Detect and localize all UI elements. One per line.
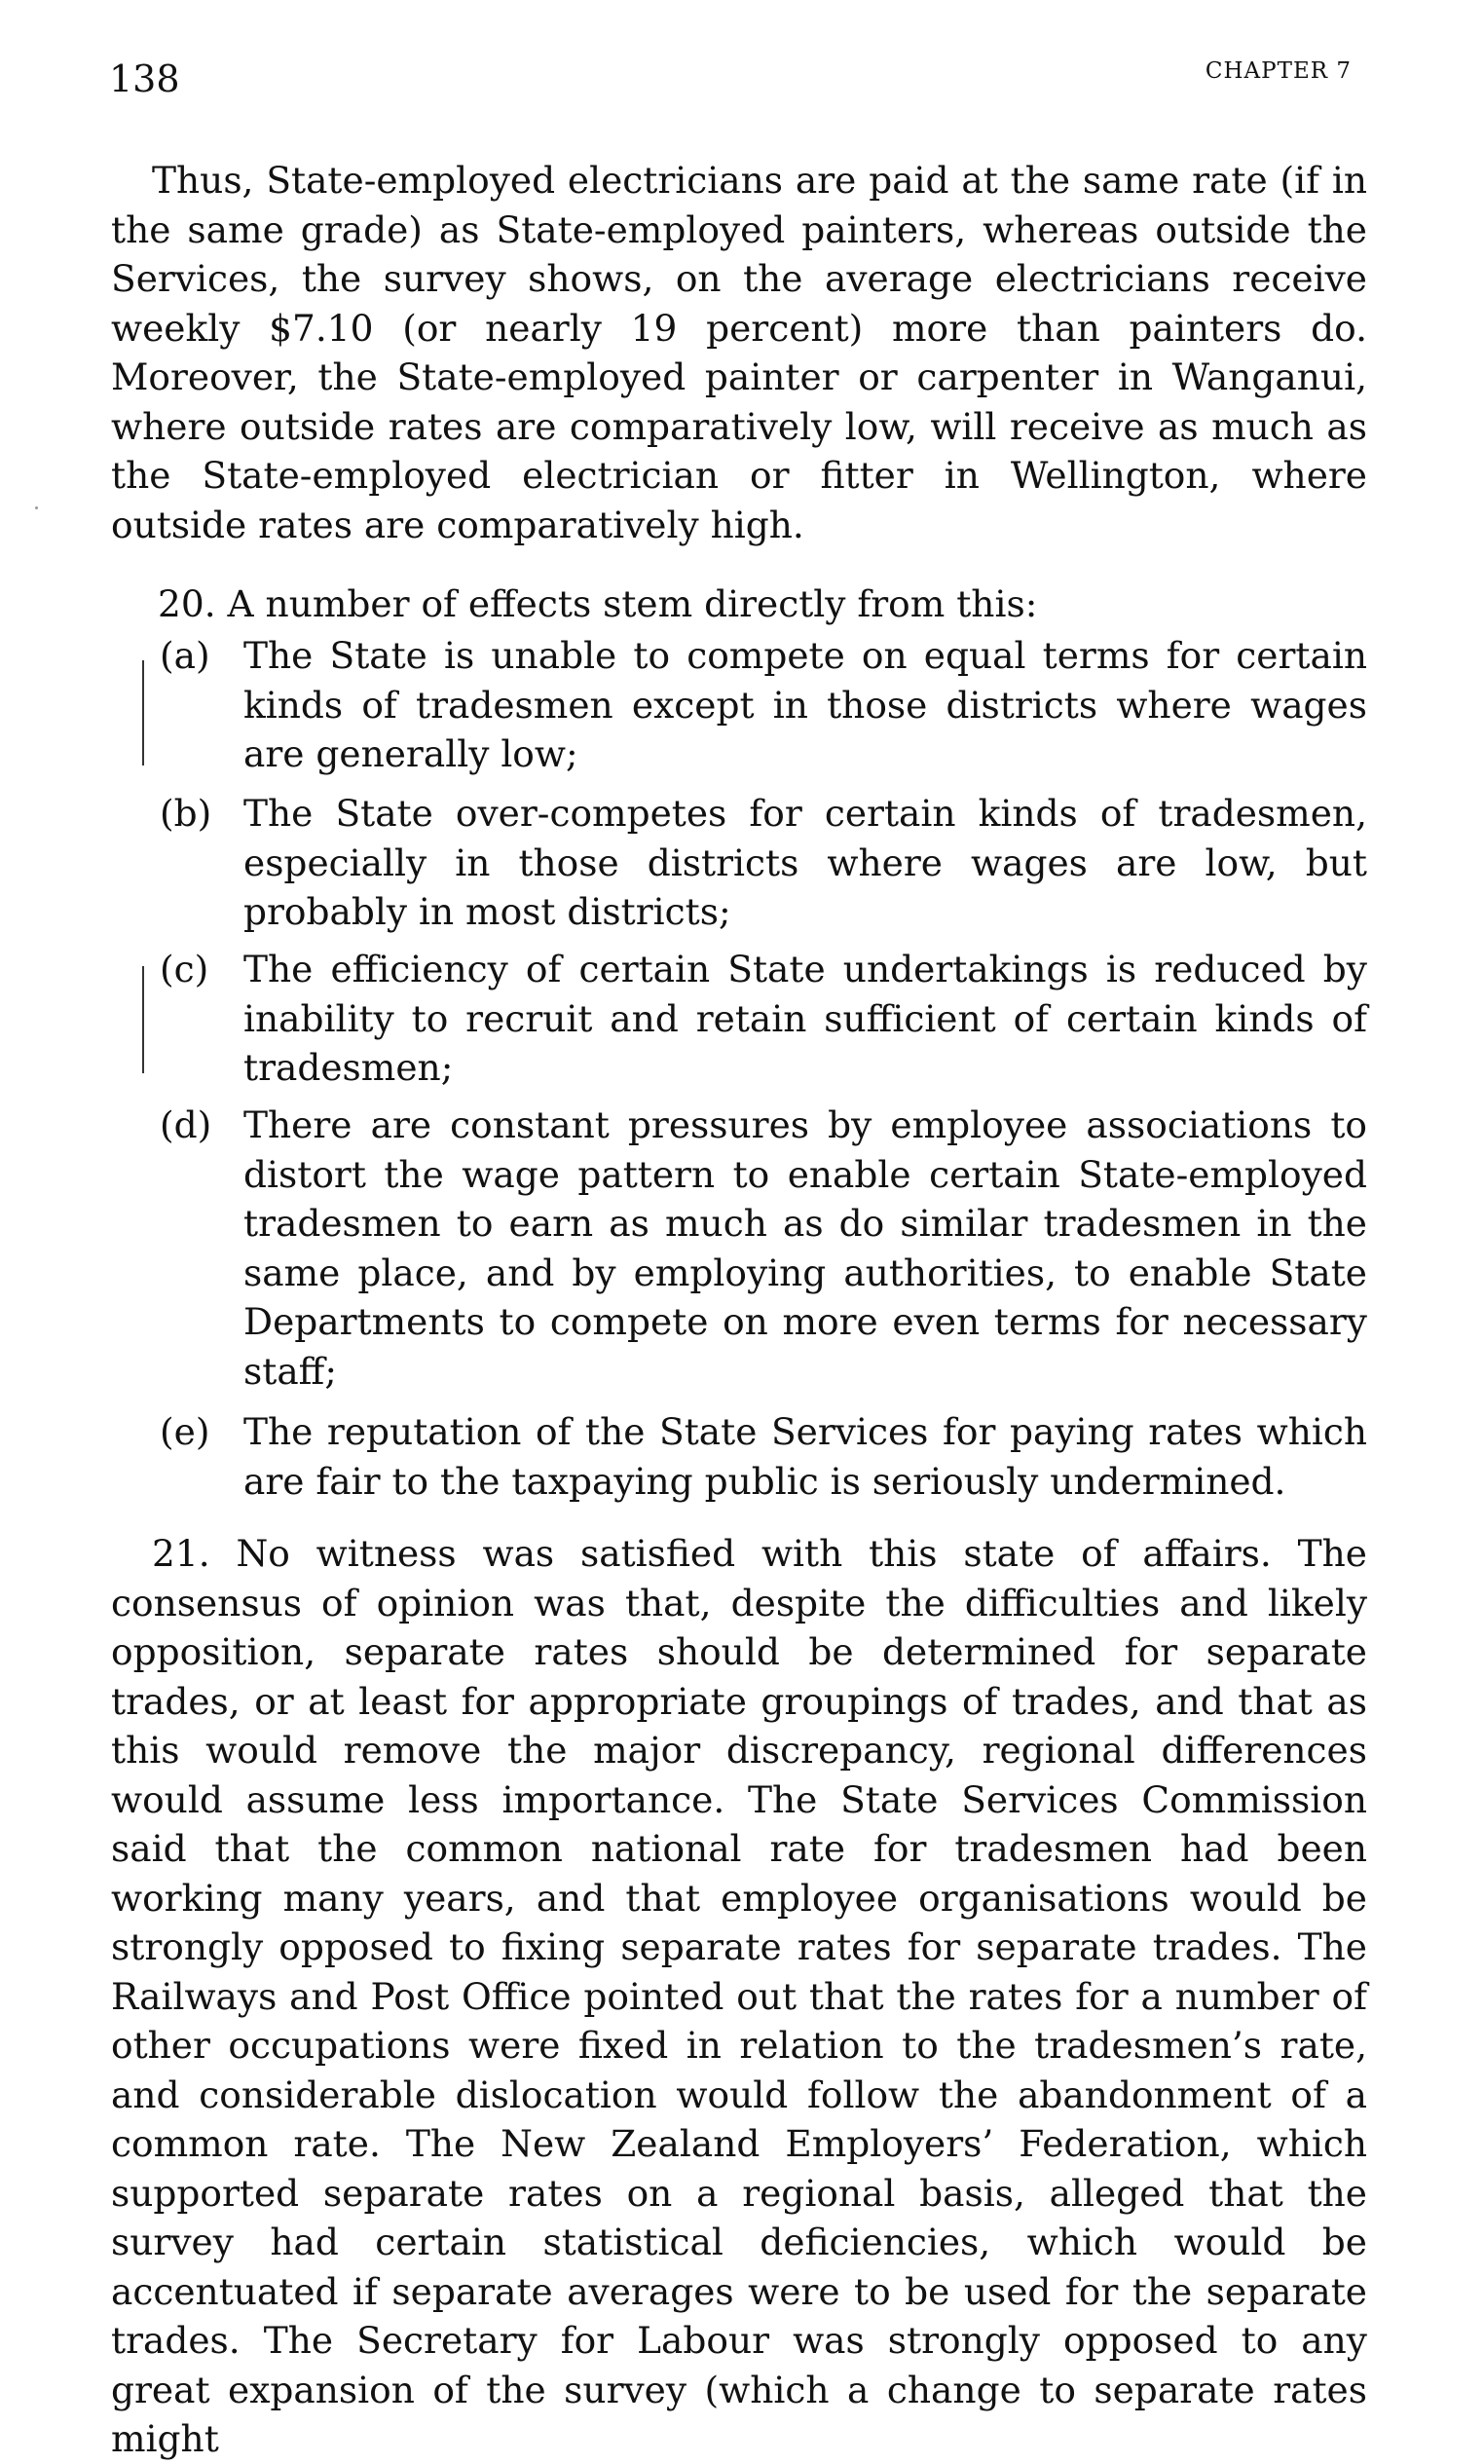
margin-mark-a (142, 660, 144, 765)
page-number: 138 (109, 57, 180, 100)
list-item-c (160, 945, 1367, 1093)
list-text-e: The reputation of the State Services for paying rates which are fair to the taxpaying public is seriously undermined. (243, 1410, 1367, 1503)
margin-mark-c (142, 966, 144, 1073)
list-marker-d: (d) (160, 1103, 212, 1146)
list-item-d (160, 1101, 1367, 1396)
list-marker-b: (b) (160, 792, 212, 835)
paragraph-19-continuation: Thus, State-employed electricians are paid at the same rate (if in the same grade) as State-employed painters, whereas outside the Services, the survey shows, on the average electricians receive weekly $7.10 (or nearly 19 percent) more than painters do. Moreover, the State-employed painter or carpenter in Wanganui, where outside rates are comparatively low, will receive as much as the State-employed electrician or fitter in Wellington, where outside rates are comparatively high. (111, 159, 1367, 546)
list-text-c: The efficiency of certain State undertakings is reduced by inability to recruit and retain sufficient of certain kinds of tradesmen; (243, 948, 1367, 1089)
list-text-b: The State over-competes for certain kinds of tradesmen, especially in those districts where wages are low, but probably in most districts; (243, 792, 1367, 933)
paragraph-21: 21. No witness was satisfied with this state of affairs. The consensus of opinion was that, despite the difficulties and likely opposition, separate rates should be determined for separate trades, or at least for appropriate groupings of trades, and that as this would remove the major discrepancy, regional differences would assume less importance. The State Services Commission said that the common national rate for tradesmen had been working many years, and that employee organisations would be strongly opposed to fixing separate rates for separate trades. The Railways and Post Office pointed out that the rates for a number of other occupations were fixed in relation to the tradesmen’s rate, and considerable dislocation would follow the abandonment of a common rate. The New Zealand Employers’ Federation, which supported separate rates on a regional basis, alleged that the survey had certain statistical deficiencies, which would be accentuated if separate averages were to be used for the separate trades. The Secretary for Labour was strongly opposed to any great expansion of the survey (which a change to separate rates might (111, 1532, 1367, 2460)
stray-mark (35, 506, 38, 509)
list-text-d: There are constant pressures by employee associations to distort the wage pattern to enable certain State-employed tradesmen to earn as much as do similar tradesmen in the same place, and by employing authorities, to enable State Departments to compete on more even terms for necessary staff; (243, 1103, 1367, 1393)
list-item-b (160, 789, 1367, 937)
list-item-a (160, 631, 1367, 779)
list-item-e (160, 1407, 1367, 1506)
list-marker-c: (c) (160, 948, 209, 990)
list-marker-a: (a) (160, 634, 210, 677)
running-head: CHAPTER 7 (1205, 58, 1352, 84)
list-marker-e: (e) (160, 1410, 210, 1453)
list-text-a: The State is unable to compete on equal terms for certain kinds of tradesmen except in those districts where wages are generally low; (243, 634, 1367, 775)
paragraph-20-intro: 20. A number of effects stem directly from this: (158, 582, 1038, 625)
